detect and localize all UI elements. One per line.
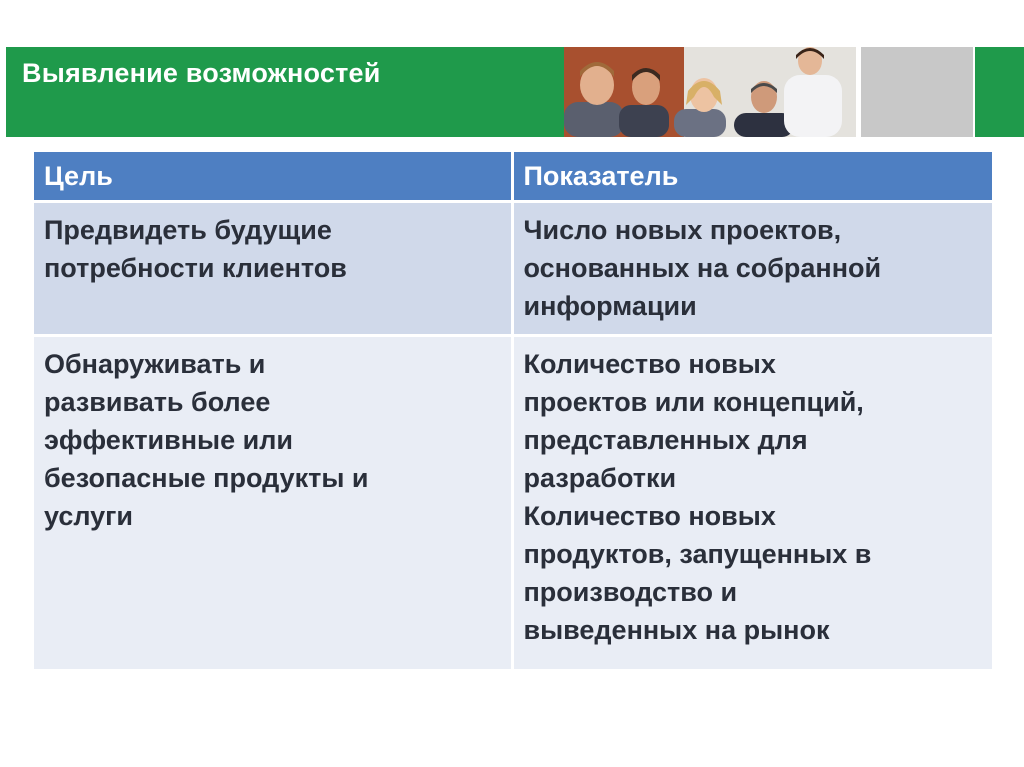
column-header-goal: Цель: [34, 152, 512, 202]
indicator-cell: [512, 202, 992, 336]
goal-line: потребности клиентов: [44, 253, 347, 283]
table-row: [34, 202, 992, 336]
indicator-line: продуктов, запущенных в: [523, 539, 872, 569]
indicator-line: проектов или концепций,: [523, 387, 864, 417]
goal-line: развивать более: [44, 387, 271, 417]
indicator-line: производство и: [523, 577, 738, 607]
indicator-cell: [512, 336, 992, 671]
indicator-line: представленных для: [523, 425, 808, 455]
indicator-line: выведенных на рынок: [523, 615, 830, 645]
goal-line: услуги: [44, 501, 134, 531]
indicator-line: основанных на собранной: [523, 253, 882, 283]
goal-line: Обнаруживать и: [44, 349, 266, 379]
table-row: [34, 336, 992, 671]
goal-line: Предвидеть будущие: [44, 215, 332, 245]
table-header-row: [34, 152, 992, 202]
decor-green-block: [975, 47, 1024, 137]
column-header-indicator: Показатель: [512, 152, 992, 202]
indicator-line: Количество новых: [523, 501, 776, 531]
goals-table: [34, 152, 992, 672]
goal-line: эффективные или: [44, 425, 293, 455]
slide-title: Выявление возможностей: [22, 58, 381, 88]
goal-cell: [34, 202, 512, 336]
photo-illustration: [564, 47, 856, 137]
business-team-photo: [564, 47, 856, 137]
indicator-line: Количество новых: [523, 349, 776, 379]
goal-line: безопасные продукты и: [44, 463, 369, 493]
indicator-line: информации: [523, 291, 697, 321]
goal-cell: [34, 336, 512, 671]
indicator-line: разработки: [523, 463, 677, 493]
decor-gray-block: [861, 47, 973, 137]
indicator-line: Число новых проектов,: [523, 215, 842, 245]
